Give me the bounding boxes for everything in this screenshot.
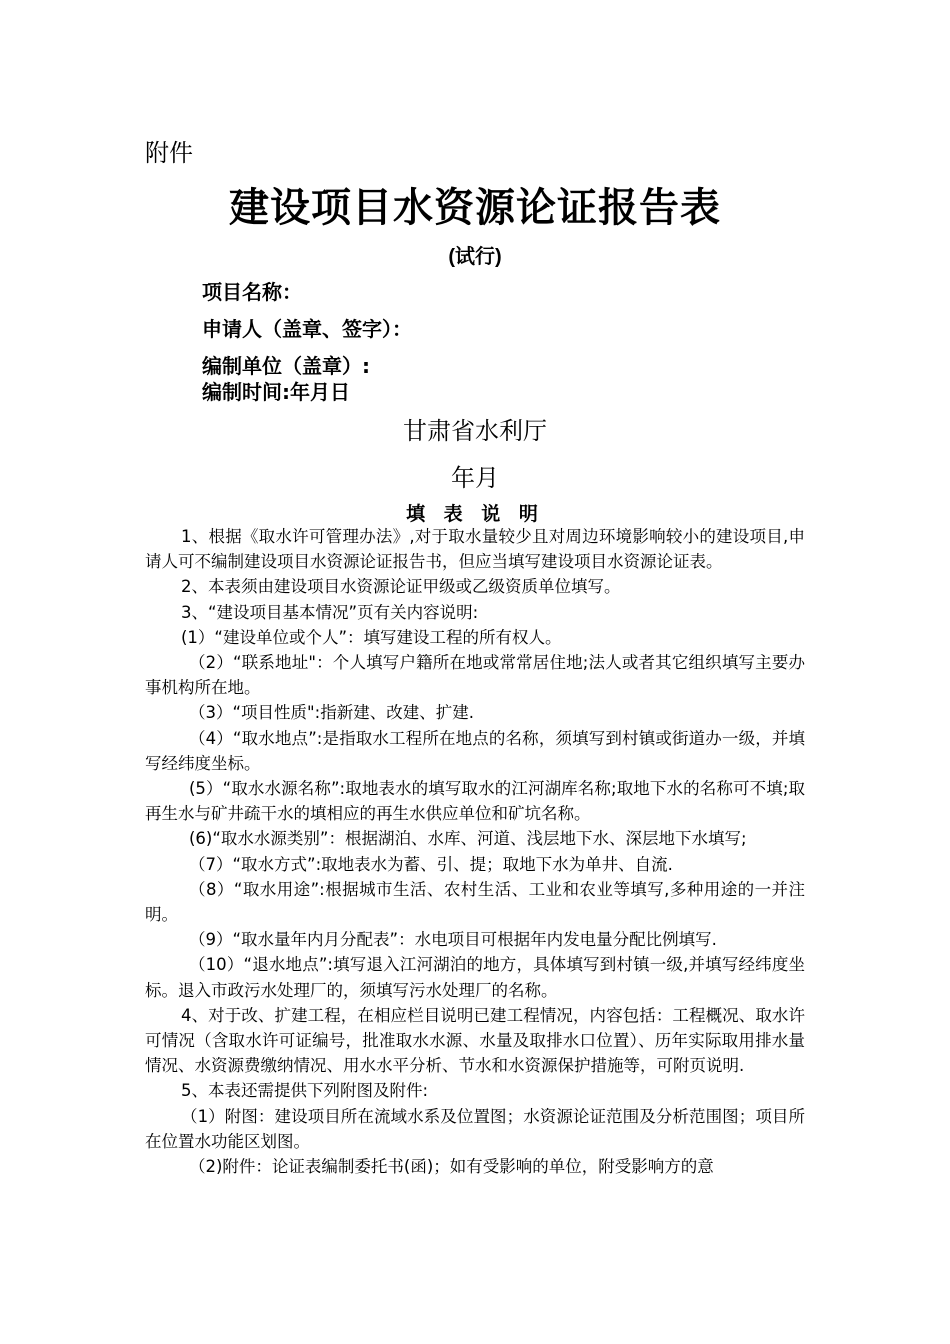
- note-paragraph: （2）“联系地址"：个人填写户籍所在地或常常居住地;法人或者其它组织填写主要办事机构所在地。: [145, 653, 805, 698]
- applicant-field: 申请人（盖章、签字）：: [202, 317, 412, 341]
- project-name-field: 项目名称：: [202, 280, 302, 304]
- note-paragraph: 5、本表还需提供下列附图及附件:: [181, 1081, 429, 1101]
- note-paragraph: （4）“取水地点”:是指取水工程所在地点的名称，须填写到村镇或街道办一级，并填写经纬度坐标。: [145, 728, 805, 773]
- compile-time-field: 编制时间:年月日: [202, 380, 350, 404]
- year-month: 年月: [451, 464, 499, 492]
- note-paragraph: (6)“取水水源类别”：根据湖泊、水库、河道、浅层地下水、深层地下水填写;: [189, 829, 747, 849]
- note-paragraph: （1）附图：建设项目所在流域水系及位置图；水资源论证范围及分析范围图；项目所在位置水功能区划图。: [145, 1106, 805, 1151]
- attachment-label: 附件: [145, 139, 193, 167]
- note-paragraph: （2)附件：论证表编制委托书(函)；如有受影响的单位，附受影响方的意: [189, 1157, 714, 1177]
- note-paragraph: （7）“取水方式”:取地表水为蓄、引、提；取地下水为单井、自流.: [189, 854, 673, 874]
- notes-body: [145, 524, 805, 1179]
- document-title: 建设项目水资源论证报告表: [229, 185, 721, 231]
- note-paragraph: （8）“取水用途”:根据城市生活、农村生活、工业和农业等填写,多种用途的一并注明。: [145, 879, 805, 925]
- note-paragraph: 2、本表须由建设项目水资源论证甲级或乙级资质单位填写。: [181, 577, 621, 597]
- compiler-field: 编制单位（盖章）:: [202, 354, 370, 378]
- note-paragraph: 1、根据《取水许可管理办法》,对于取水量较少且对周边环境影响较小的建设项目,申请人可不编制建设项目水资源论证报告书，但应当填写建设项目水资源论证表。: [145, 527, 805, 572]
- notes-heading: 填 表 说 明: [406, 503, 544, 525]
- note-paragraph: (1）“建设单位或个人”：填写建设工程的所有权人。: [181, 627, 562, 647]
- document-subtitle: (试行): [448, 246, 502, 268]
- note-paragraph: (5）“取水水源名称”:取地表水的填写取水的江河湖库名称;取地下水的名称可不填;取再生水与矿井疏干水的填相应的再生水供应单位和矿坑名称。: [145, 779, 805, 824]
- note-paragraph: 3、“建设项目基本情况”页有关内容说明:: [181, 602, 479, 622]
- note-paragraph: （3）“项目性质":指新建、改建、扩建.: [189, 703, 474, 723]
- note-paragraph: 4、对于改、扩建工程，在相应栏目说明已建工程情况，内容包括：工程概况、取水许可情况（含取水许可证编号，批准取水水源、水量及取排水口位置）、历年实际取用排水量情况、水资源费缴纳情况、用水水平分析、节水和水资源保护措施等，可附页说明.: [145, 1005, 805, 1076]
- note-paragraph: （10）“退水地点”:填写退入江河湖泊的地方，具体填写到村镇一级,并填写经纬度坐标。退入市政污水处理厂的，须填写污水处理厂的名称。: [145, 955, 805, 1000]
- issuer-name: 甘肃省水利厅: [403, 417, 547, 445]
- note-paragraph: （9）“取水量年内月分配表”：水电项目可根据年内发电量分配比例填写.: [189, 930, 717, 950]
